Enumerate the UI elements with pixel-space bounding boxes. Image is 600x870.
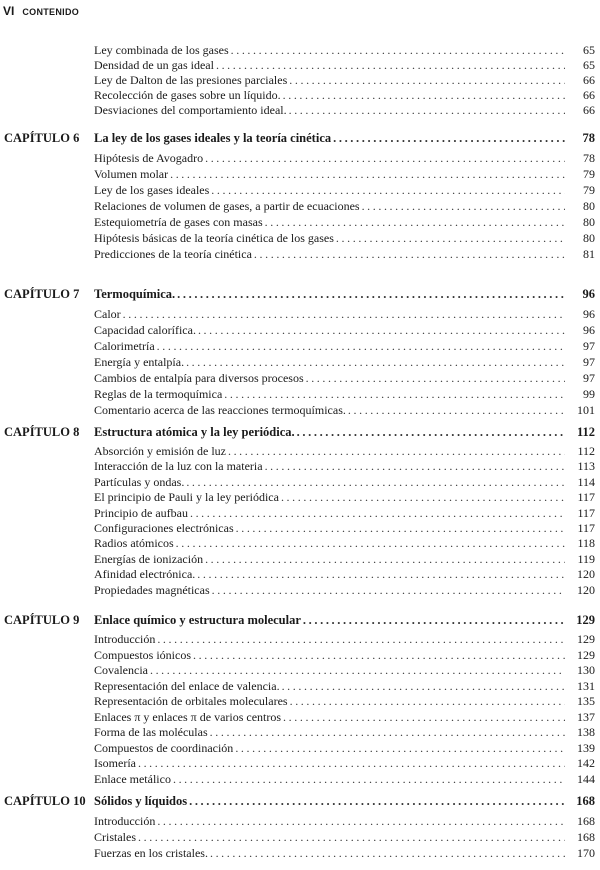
dot-leader: [216, 58, 565, 73]
dot-leader: [235, 741, 565, 757]
dot-leader: [289, 73, 565, 88]
dot-leader: [138, 829, 565, 845]
chapter-label: CAPÍTULO 9: [4, 613, 80, 627]
toc-entry[interactable]: [0, 583, 600, 598]
header-title: CONTENIDO: [22, 7, 80, 17]
entry-title: Calor: [94, 307, 121, 321]
toc-entry[interactable]: [0, 725, 600, 741]
entry-title: Covalencia: [94, 663, 148, 677]
dot-leader: [193, 648, 565, 664]
entry-title: Introducción: [94, 632, 156, 646]
dot-leader: [197, 567, 565, 582]
chapter-heading[interactable]: [0, 611, 600, 629]
chapter-title: Termoquímica.: [94, 287, 176, 301]
dot-leader: [336, 230, 565, 246]
toc-entry[interactable]: [0, 772, 600, 788]
entry-title: Interacción de la luz con la materia: [94, 459, 263, 474]
toc-entry[interactable]: [0, 632, 600, 648]
entry-title: Relaciones de volumen de gases, a partir de ecuaciones: [94, 199, 360, 213]
entry-title: Enlace metálico: [94, 771, 171, 786]
toc-entry[interactable]: [0, 459, 600, 474]
toc-entry[interactable]: [0, 73, 600, 88]
entry-title: Isomería: [94, 756, 136, 770]
dot-leader: [210, 845, 565, 861]
entry-page: 96: [583, 323, 595, 337]
dot-leader: [283, 710, 565, 726]
entry-title: Compuestos de coordinación: [94, 740, 234, 755]
toc-entry[interactable]: [0, 475, 600, 490]
dot-leader: [173, 772, 565, 788]
entry-title: El principio de Pauli y la ley periódica: [94, 490, 279, 505]
dot-leader: [157, 632, 565, 648]
dot-leader: [333, 129, 565, 147]
toc-entry[interactable]: [0, 322, 600, 338]
entry-title: Principio de aufbau: [94, 505, 188, 520]
toc-entry[interactable]: [0, 694, 600, 710]
toc-entry[interactable]: [0, 166, 600, 182]
toc-entry[interactable]: [0, 813, 600, 829]
entry-page: 118: [577, 536, 595, 551]
entry-title: Configuraciones electrónicas: [94, 520, 234, 535]
dot-leader: [290, 694, 565, 710]
entry-page: 79: [583, 167, 595, 181]
chapter-page: 96: [582, 287, 595, 301]
toc-entry[interactable]: [0, 490, 600, 505]
entry-page: 117: [577, 490, 595, 505]
dot-leader: [303, 611, 565, 629]
entry-page: 79: [583, 183, 595, 197]
entry-page: 113: [577, 459, 595, 474]
entry-page: 101: [577, 403, 595, 417]
dot-leader: [138, 756, 565, 772]
entry-title: Energías de ionización: [94, 551, 204, 566]
entry-title: Estequiometría de gases con masas: [94, 215, 263, 229]
dot-leader: [282, 679, 565, 695]
toc-entry[interactable]: [0, 648, 600, 664]
chapter-title: Sólidos y líquidos: [94, 794, 188, 808]
toc-section: [0, 285, 600, 418]
entry-title: Densidad de un gas ideal: [94, 58, 214, 72]
toc-entry[interactable]: [0, 663, 600, 679]
dot-leader: [231, 43, 565, 58]
toc-entry[interactable]: [0, 552, 600, 567]
entry-title: Compuestos iónicos: [94, 647, 192, 662]
dot-leader: [186, 475, 565, 490]
toc-entry[interactable]: [0, 444, 600, 459]
entry-title: Cristales: [94, 830, 136, 844]
dot-leader: [289, 103, 565, 118]
toc-entry[interactable]: [0, 150, 600, 166]
chapter-title: Estructura atómica y la ley periódica.: [94, 425, 295, 439]
entry-page: 66: [583, 103, 595, 117]
entry-page: 66: [583, 88, 595, 102]
entry-page: 114: [577, 474, 595, 489]
entry-title: Representación del enlace de valencia.: [94, 678, 280, 693]
dot-leader: [254, 246, 565, 262]
toc-entry[interactable]: [0, 710, 600, 726]
dot-leader: [190, 506, 565, 521]
toc-entry[interactable]: [0, 103, 600, 118]
entry-page: 97: [583, 339, 595, 353]
entry-page: 131: [577, 678, 595, 693]
toc-entry[interactable]: [0, 402, 600, 418]
entry-title: Absorción y emisión de luz: [94, 444, 226, 458]
dot-leader: [212, 583, 565, 598]
toc-entry[interactable]: [0, 521, 600, 536]
entry-page: 135: [577, 694, 595, 708]
entry-title: Fuerzas en los cristales.: [94, 846, 208, 860]
entry-page: 65: [583, 58, 595, 72]
dot-leader: [211, 182, 565, 198]
chapter-page: 112: [576, 425, 595, 439]
entry-page: 130: [577, 663, 595, 677]
toc-entry[interactable]: [0, 246, 600, 262]
dot-leader: [170, 166, 565, 182]
chapter-page: 129: [576, 613, 595, 627]
toc-entry[interactable]: [0, 370, 600, 386]
entry-title: Forma de las moléculas: [94, 725, 208, 739]
dot-leader: [297, 423, 565, 441]
toc-entry[interactable]: [0, 338, 600, 354]
dot-leader: [281, 490, 565, 505]
chapter-heading[interactable]: [0, 285, 600, 303]
chapter-heading[interactable]: [0, 792, 600, 810]
entry-title: Propiedades magnéticas: [94, 582, 210, 597]
toc-entry[interactable]: [0, 354, 600, 370]
entry-page: 120: [577, 582, 595, 597]
entry-title: Introducción: [94, 814, 156, 828]
dot-leader: [157, 338, 565, 354]
toc-entry[interactable]: [0, 306, 600, 322]
entry-page: 78: [583, 151, 595, 165]
entry-title: Reglas de la termoquímica: [94, 387, 223, 401]
dot-leader: [186, 354, 565, 370]
entry-page: 99: [583, 387, 595, 401]
entry-page: 66: [583, 73, 595, 87]
toc-section: [0, 43, 600, 118]
entry-title: Cambios de entalpía para diversos procesos: [94, 371, 304, 385]
entry-page: 129: [577, 632, 595, 646]
dot-leader: [348, 402, 565, 418]
entry-title: Hipótesis de Avogadro: [94, 151, 204, 165]
dot-leader: [265, 214, 565, 230]
chapter-title: La ley de los gases ideales y la teoría cinética: [94, 131, 332, 145]
dot-leader: [265, 459, 565, 474]
toc-section: [0, 129, 600, 262]
entry-title: Ley combinada de los gases: [94, 43, 229, 57]
entry-title: Recolección de gases sobre un líquido.: [94, 88, 281, 102]
entry-page: 168: [577, 814, 595, 828]
dot-leader: [198, 322, 565, 338]
entry-title: Ley de Dalton de las presiones parciales: [94, 73, 288, 87]
toc-section: [0, 611, 600, 787]
dot-leader: [150, 663, 565, 679]
entry-title: Ley de los gases ideales: [94, 183, 210, 197]
dot-leader: [123, 306, 565, 322]
chapter-label: CAPÍTULO 6: [4, 131, 80, 145]
dot-leader: [306, 370, 565, 386]
dot-leader: [189, 792, 565, 810]
dot-leader: [176, 536, 565, 551]
entry-page: 97: [583, 371, 595, 385]
entry-page: 80: [583, 215, 595, 229]
toc-entry[interactable]: [0, 198, 600, 214]
chapter-heading[interactable]: [0, 423, 600, 441]
dot-leader: [157, 813, 565, 829]
toc-entry[interactable]: [0, 829, 600, 845]
chapter-title: Enlace químico y estructura molecular: [94, 613, 301, 627]
chapter-label: CAPÍTULO 7: [4, 287, 80, 301]
entry-page: 129: [577, 647, 595, 662]
dot-leader: [210, 725, 565, 741]
chapter-label: CAPÍTULO 8: [4, 425, 80, 439]
entry-page: 170: [577, 846, 595, 860]
entry-title: Desviaciones del comportamiento ideal.: [94, 103, 287, 117]
toc-entry[interactable]: [0, 88, 600, 103]
entry-title: Representación de orbitales moleculares: [94, 694, 288, 708]
entry-title: Energía y entalpía.: [94, 355, 185, 369]
dot-leader: [205, 552, 565, 567]
entry-title: Volumen molar: [94, 167, 169, 181]
entry-page: 112: [577, 444, 595, 458]
toc-entry[interactable]: [0, 567, 600, 582]
chapter-heading[interactable]: [0, 129, 600, 147]
toc-entry[interactable]: [0, 679, 600, 695]
dot-leader: [205, 150, 565, 166]
entry-page: 117: [577, 505, 595, 520]
toc-section: [0, 792, 600, 861]
entry-title: Radios atómicos: [94, 536, 174, 551]
entry-title: Calorimetría: [94, 339, 155, 353]
toc-entry[interactable]: [0, 230, 600, 246]
running-header: [3, 4, 79, 18]
entry-title: Predicciones de la teoría cinética: [94, 247, 252, 261]
chapter-label: CAPÍTULO 10: [4, 794, 86, 808]
entry-page: 65: [583, 43, 595, 57]
entry-title: Partículas y ondas.: [94, 474, 185, 489]
entry-page: 80: [583, 231, 595, 245]
entry-page: 144: [577, 771, 595, 786]
entry-page: 117: [577, 520, 595, 535]
toc-entry[interactable]: [0, 214, 600, 230]
entry-title: Comentario acerca de las reacciones termoquímicas.: [94, 403, 346, 417]
entry-page: 168: [577, 830, 595, 844]
chapter-page: 78: [582, 131, 595, 145]
dot-leader: [362, 198, 565, 214]
toc-entry[interactable]: [0, 386, 600, 402]
entry-page: 80: [583, 199, 595, 213]
toc-entry[interactable]: [0, 741, 600, 757]
entry-title: Capacidad calorífica.: [94, 323, 196, 337]
entry-page: 142: [577, 756, 595, 770]
entry-page: 81: [583, 247, 595, 261]
toc-entry[interactable]: [0, 845, 600, 861]
toc-entry[interactable]: [0, 506, 600, 521]
entry-page: 97: [583, 355, 595, 369]
dot-leader: [236, 521, 565, 536]
dot-leader: [228, 444, 565, 459]
entry-title: Afinidad electrónica.: [94, 567, 196, 582]
entry-page: 137: [577, 709, 595, 724]
entry-page: 119: [577, 551, 595, 566]
dot-leader: [224, 386, 565, 402]
dot-leader: [177, 285, 565, 303]
entry-page: 138: [577, 725, 595, 739]
toc-section: [0, 423, 600, 598]
dot-leader: [283, 88, 565, 103]
toc-entry[interactable]: [0, 43, 600, 58]
entry-title: Hipótesis básicas de la teoría cinética de los gases: [94, 231, 334, 245]
toc-entry[interactable]: [0, 182, 600, 198]
toc-entry[interactable]: [0, 756, 600, 772]
entry-page: 120: [577, 567, 595, 582]
entry-page: 96: [583, 307, 595, 321]
toc-entry[interactable]: [0, 58, 600, 73]
chapter-page: 168: [576, 794, 595, 808]
entry-title: Enlaces π y enlaces π de varios centros: [94, 709, 282, 724]
toc-entry[interactable]: [0, 536, 600, 551]
page-number: VI: [3, 4, 15, 18]
entry-page: 139: [577, 740, 595, 755]
